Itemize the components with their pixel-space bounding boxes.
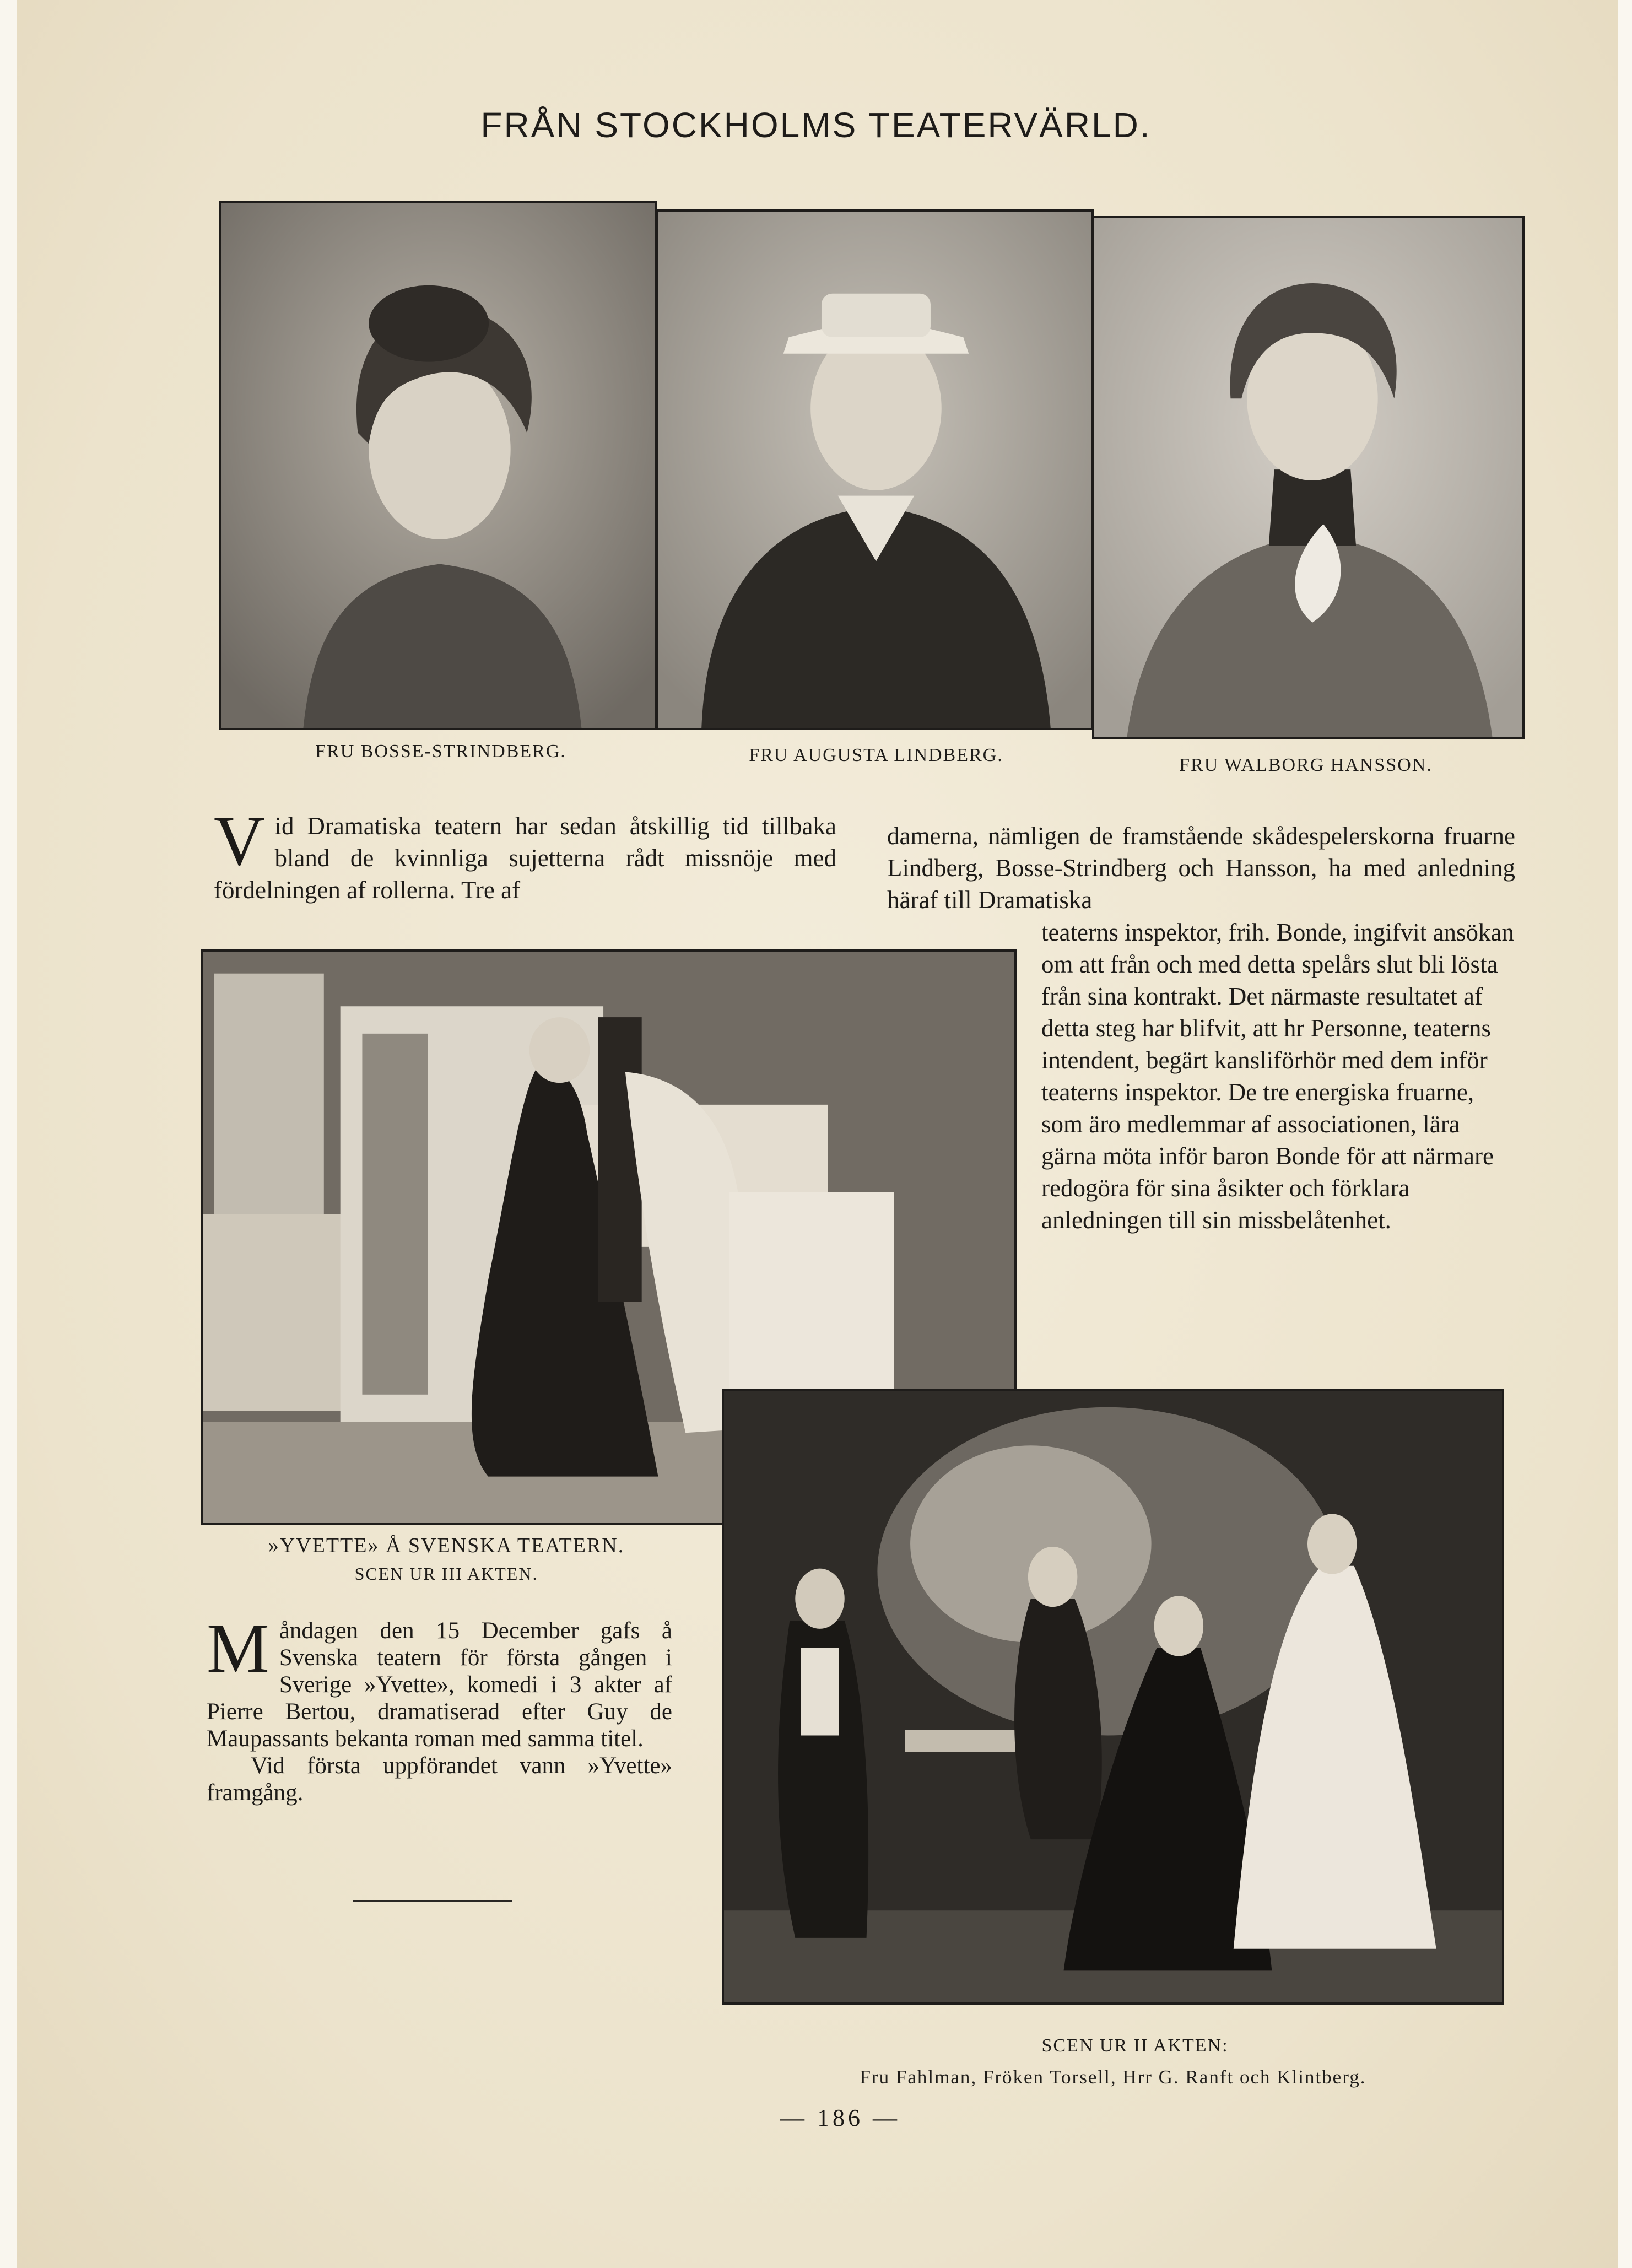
page-title: FRÅN STOCKHOLMS TEATERVÄRLD. [480,105,1152,145]
drop-cap: M [207,1609,269,1687]
stage-scene-illustration [724,1391,1502,2002]
article-1-text-continued: damerna, nämligen de framstående skådespelerskorna fruarne Lindberg, Bosse-Strindberg och Hansson, ha med anledning häraf till Dramatiska [887,822,1515,914]
page-number: — 186 — [780,2104,900,2131]
portrait-illustration [221,203,655,728]
scene-1-caption-title: »YVETTE» Å SVENSKA TEATERN. [268,1534,625,1557]
article-2-text: åndagen den 15 December gafs å Svenska teatern för första gången i Sverige »Yvette», komedi i 3 akter af Pierre Bertou, dramatiserad efter Guy de Maupassants bekanta roman med samma titel. [207,1618,672,1752]
drop-cap: V [214,802,265,880]
portrait-caption-1: FRU BOSSE-STRINDBERG. [315,741,566,762]
article-1-text-start: id Dramatiska teatern har sedan åtskillig tid tillbaka bland de kvinnliga sujetterna rådt missnöje med fördelningen af rollerna. Tre af [214,812,836,904]
scene-1-caption-subtitle: SCEN UR III AKTEN. [354,1564,538,1584]
divider-rule [353,1900,512,1902]
portrait-photo-walborg-hansson [1092,216,1525,739]
portrait-photo-bosse-strindberg [219,201,657,730]
scene-2-caption-cast: Fru Fahlman, Fröken Torsell, Hrr G. Ranft och Klintberg. [860,2066,1366,2088]
portrait-caption-3: FRU WALBORG HANSSON. [1179,755,1433,775]
portrait-caption-2: FRU AUGUSTA LINDBERG. [749,745,1003,765]
article-1-column-2 [887,820,1515,916]
article-1-column-1 [214,802,836,906]
portrait-illustration [658,212,1091,728]
portrait-photo-augusta-lindberg [656,209,1094,730]
page-edge-left [0,0,17,2268]
scene-photo-act-2 [722,1389,1504,2005]
article-1-text-end: teaterns inspektor, frih. Bonde, ingifvit ansökan om att från och med detta spelårs slut bli lösta från sina kontrakt. Det närmaste resultatet af detta steg har blifvit, att hr Personne, teaterns intendent, begärt kansliförhör med dem inför teaterns inspektor. De tre energiska fruarne, som äro medlemmar af associationen, lära gärna möta inför baron Bonde för att närmare redogöra för sina åsikter och förklara anledningen till sin missbelåtenhet. [1041,919,1515,1234]
page-edge-right [1618,0,1632,2268]
scene-2-caption-title: SCEN UR II AKTEN: [1041,2035,1229,2056]
article-2 [207,1609,672,1806]
article-2-text-2: Vid första uppförandet vann »Yvette» framgång. [207,1753,672,1806]
portrait-illustration [1094,218,1522,737]
article-1-column-2-side [1041,916,1515,1236]
